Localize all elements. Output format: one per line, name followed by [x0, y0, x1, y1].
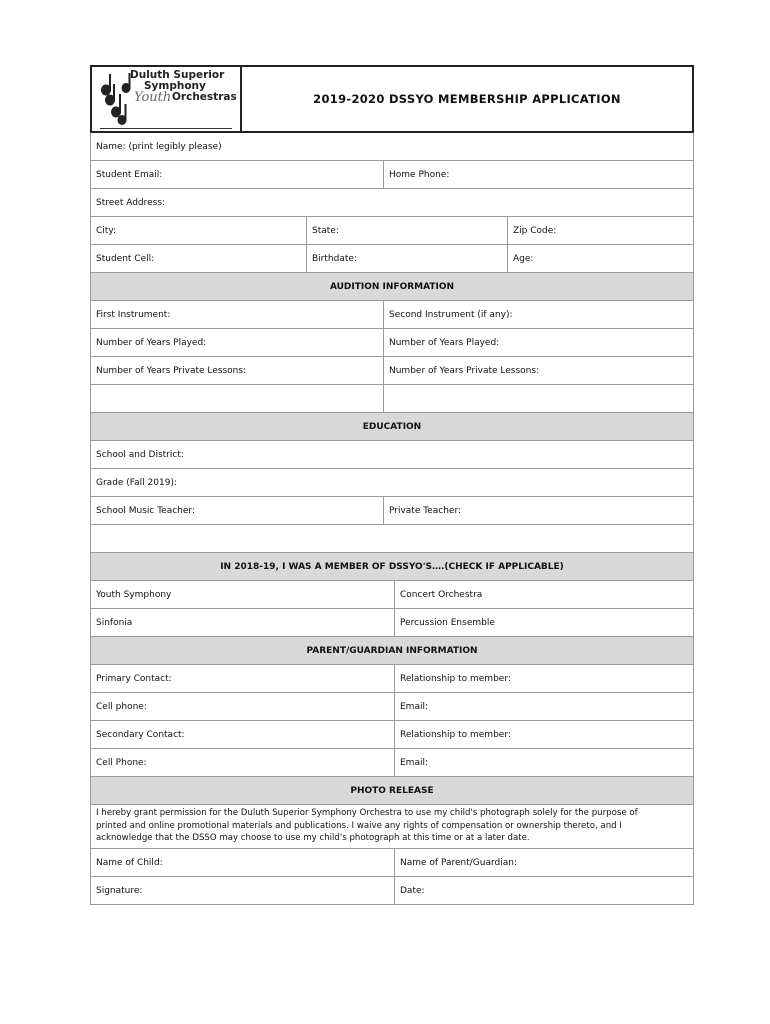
- row-membership-1: [90, 581, 694, 609]
- education-heading: EDUCATION: [91, 413, 693, 440]
- membership-heading: IN 2018-19, I WAS A MEMBER OF DSSYO'S….(CHECK IF APPLICABLE): [91, 553, 693, 580]
- membership-section-header: [90, 553, 694, 581]
- row-teachers: [90, 497, 694, 525]
- photo-release-line-2: printed and online promotional materials and publications. I waive any rights of compensation or ownership thereto, and I: [96, 820, 622, 831]
- student-email-field[interactable]: Student Email:: [96, 169, 163, 180]
- row-school: [90, 441, 694, 469]
- parent-section-header: [90, 637, 694, 665]
- private-lessons-second-field[interactable]: Number of Years Private Lessons:: [383, 357, 693, 384]
- signature-field[interactable]: Signature:: [96, 885, 143, 896]
- years-played-second-field[interactable]: Number of Years Played:: [383, 329, 693, 356]
- secondary-cell-phone-field[interactable]: Cell Phone:: [96, 757, 147, 768]
- row-primary-phone-email: [90, 693, 694, 721]
- row-education-blank: [90, 525, 694, 553]
- percussion-ensemble-option[interactable]: Percussion Ensemble: [394, 609, 693, 636]
- photo-release-heading: PHOTO RELEASE: [91, 777, 693, 804]
- primary-relationship-field[interactable]: Relationship to member:: [394, 665, 693, 692]
- birthdate-field[interactable]: Birthdate:: [306, 245, 507, 272]
- street-address-field[interactable]: Street Address:: [96, 197, 166, 208]
- photo-section-header: [90, 777, 694, 805]
- primary-contact-field[interactable]: Primary Contact:: [96, 673, 172, 684]
- education-blank[interactable]: [91, 525, 693, 552]
- name-field[interactable]: Name: (print legibly please): [96, 141, 222, 152]
- row-names: [90, 849, 694, 877]
- row-audition-blank: [90, 385, 694, 413]
- age-field[interactable]: Age:: [507, 245, 693, 272]
- home-phone-field[interactable]: Home Phone:: [383, 161, 693, 188]
- dssyo-logo: [92, 67, 242, 131]
- audition-blank-left[interactable]: [91, 385, 383, 412]
- sinfonia-option[interactable]: Sinfonia: [96, 617, 133, 628]
- row-address: [90, 189, 694, 217]
- private-teacher-field[interactable]: Private Teacher:: [383, 497, 693, 524]
- grade-field[interactable]: Grade (Fall 2019):: [96, 477, 177, 488]
- photo-release-text: [91, 805, 693, 848]
- row-instruments: [90, 301, 694, 329]
- state-field[interactable]: State:: [306, 217, 507, 244]
- school-district-field[interactable]: School and District:: [96, 449, 184, 460]
- logo-divider: [100, 128, 232, 129]
- parent-heading: PARENT/GUARDIAN INFORMATION: [91, 637, 693, 664]
- row-primary-contact: [90, 665, 694, 693]
- row-membership-2: [90, 609, 694, 637]
- primary-email-field[interactable]: Email:: [394, 693, 693, 720]
- secondary-contact-field[interactable]: Secondary Contact:: [96, 729, 185, 740]
- logo-line-1: Duluth Superior: [130, 69, 225, 81]
- row-private-lessons: [90, 357, 694, 385]
- audition-blank-right[interactable]: [383, 385, 693, 412]
- secondary-email-field[interactable]: Email:: [394, 749, 693, 776]
- row-city-state-zip: [90, 217, 694, 245]
- row-cell-birthdate-age: [90, 245, 694, 273]
- years-played-first-field[interactable]: Number of Years Played:: [96, 337, 207, 348]
- audition-heading: AUDITION INFORMATION: [91, 273, 693, 300]
- school-music-teacher-field[interactable]: School Music Teacher:: [96, 505, 195, 516]
- youth-symphony-option[interactable]: Youth Symphony: [96, 589, 172, 600]
- city-field[interactable]: City:: [96, 225, 117, 236]
- logo-line-3: Youth: [134, 90, 172, 105]
- membership-application-form: [90, 65, 694, 905]
- row-secondary-phone-email: [90, 749, 694, 777]
- form-title: 2019-2020 DSSYO MEMBERSHIP APPLICATION: [313, 92, 621, 106]
- row-signature-date: [90, 877, 694, 905]
- audition-section-header: [90, 273, 694, 301]
- student-cell-field[interactable]: Student Cell:: [96, 253, 155, 264]
- row-years-played: [90, 329, 694, 357]
- first-instrument-field[interactable]: First Instrument:: [96, 309, 171, 320]
- private-lessons-first-field[interactable]: Number of Years Private Lessons:: [96, 365, 247, 376]
- row-name: [90, 133, 694, 161]
- parent-name-field[interactable]: Name of Parent/Guardian:: [394, 849, 693, 876]
- secondary-relationship-field[interactable]: Relationship to member:: [394, 721, 693, 748]
- date-field[interactable]: Date:: [394, 877, 693, 904]
- education-section-header: [90, 413, 694, 441]
- row-photo-release-text: [90, 805, 694, 849]
- logo-line-2: Symphony: [144, 80, 206, 92]
- logo-line-4: Orchestras: [172, 91, 237, 103]
- concert-orchestra-option[interactable]: Concert Orchestra: [394, 581, 693, 608]
- second-instrument-field[interactable]: Second Instrument (if any):: [383, 301, 693, 328]
- row-grade: [90, 469, 694, 497]
- zip-code-field[interactable]: Zip Code:: [507, 217, 693, 244]
- photo-release-line-1: I hereby grant permission for the Duluth Superior Symphony Orchestra to use my child's photograph solely for the purpose of: [96, 808, 638, 818]
- photo-release-line-3: acknowledge that the DSSO may choose to use my child's photograph at this time or at a later date.: [96, 833, 530, 843]
- row-secondary-contact: [90, 721, 694, 749]
- form-header: [90, 65, 694, 133]
- child-name-field[interactable]: Name of Child:: [96, 857, 163, 868]
- primary-cell-phone-field[interactable]: Cell phone:: [96, 701, 147, 712]
- row-email-phone: [90, 161, 694, 189]
